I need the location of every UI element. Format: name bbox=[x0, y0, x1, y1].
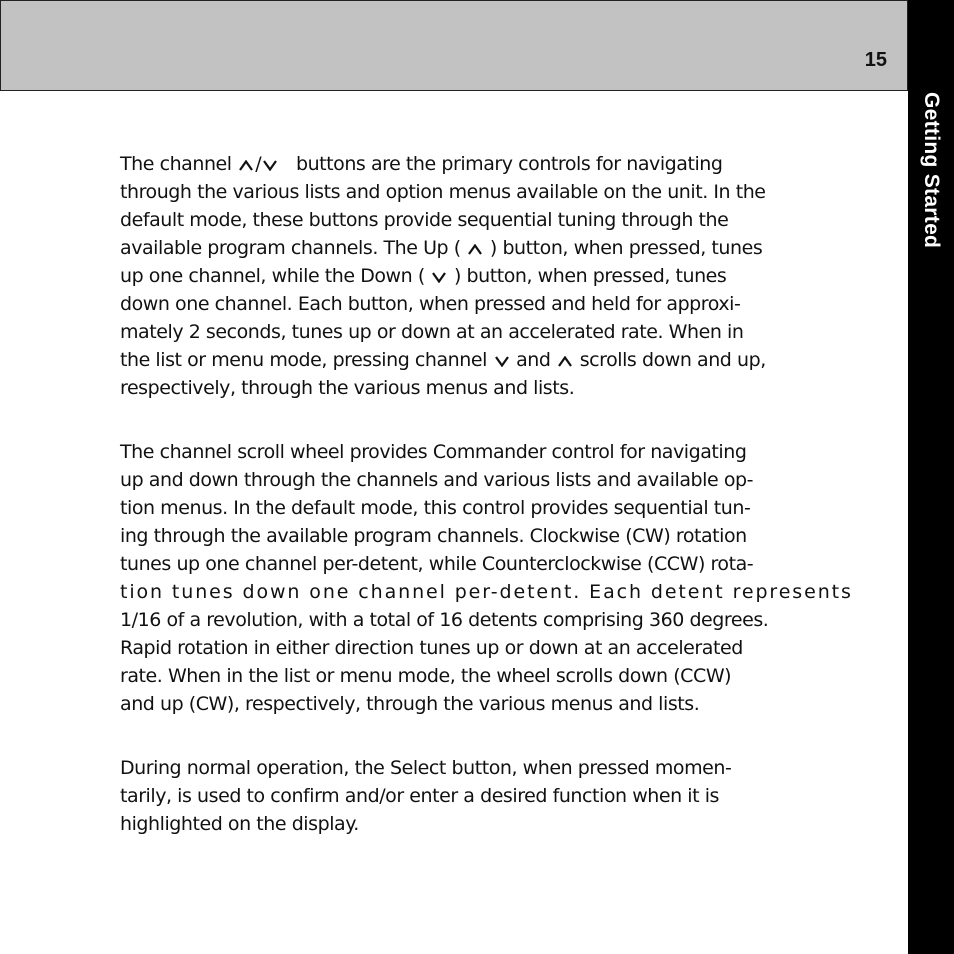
text-line: ing through the available program channels. Clockwise (CW) rotation bbox=[120, 525, 747, 547]
side-tab-label: Getting Started bbox=[920, 92, 943, 249]
side-tab bbox=[908, 0, 954, 954]
header-band bbox=[0, 0, 908, 91]
text-line: During normal operation, the Select button, when pressed momen- bbox=[120, 757, 732, 779]
page-number: 15 bbox=[864, 49, 887, 71]
text-line: and up (CW), respectively, through the various menus and lists. bbox=[120, 693, 700, 715]
text-line: respectively, through the various menus and lists. bbox=[120, 377, 575, 399]
text-line: up one channel, while the Down ( ) button, when pressed, tunes bbox=[120, 265, 727, 287]
text-line: 1/16 of a revolution, with a total of 16 detents comprising 360 degrees. bbox=[120, 609, 769, 631]
chevron-down-icon bbox=[263, 160, 277, 171]
text-line: tion tunes down one channel per-detent. Each detent represents bbox=[120, 581, 853, 603]
body-text bbox=[120, 150, 865, 838]
text-line: down one channel. Each button, when pressed and held for approxi- bbox=[120, 293, 741, 315]
chevron-up-icon bbox=[239, 160, 253, 171]
paragraph-channel-buttons bbox=[120, 150, 865, 402]
chevron-down-icon bbox=[432, 272, 446, 283]
text-line: mately 2 seconds, tunes up or down at an accelerated rate. When in bbox=[120, 321, 744, 343]
text-line: rate. When in the list or menu mode, the wheel scrolls down (CCW) bbox=[120, 665, 732, 687]
text-line: Rapid rotation in either direction tunes up or down at an accelerated bbox=[120, 637, 743, 659]
text-line: The channel / buttons are the primary controls for navigating bbox=[120, 153, 723, 175]
text-line: highlighted on the display. bbox=[120, 813, 359, 835]
chevron-up-icon bbox=[558, 356, 572, 367]
chevron-down-icon bbox=[495, 356, 509, 367]
text-line: the list or menu mode, pressing channel and scrolls down and up, bbox=[120, 349, 766, 371]
text-line: through the various lists and option menus available on the unit. In the bbox=[120, 181, 766, 203]
text-line: The channel scroll wheel provides Commander control for navigating bbox=[120, 441, 747, 463]
text-line: up and down through the channels and various lists and available op- bbox=[120, 469, 754, 491]
text-line: tion menus. In the default mode, this control provides sequential tun- bbox=[120, 497, 751, 519]
text-line: default mode, these buttons provide sequential tuning through the bbox=[120, 209, 729, 231]
chevron-up-icon bbox=[468, 244, 482, 255]
text-line: available program channels. The Up ( ) button, when pressed, tunes bbox=[120, 237, 763, 259]
paragraph-select-button bbox=[120, 754, 865, 838]
text-line: tunes up one channel per-detent, while Counterclockwise (CCW) rota- bbox=[120, 553, 754, 575]
text-line: tarily, is used to confirm and/or enter a desired function when it is bbox=[120, 785, 719, 807]
paragraph-scroll-wheel bbox=[120, 438, 865, 718]
